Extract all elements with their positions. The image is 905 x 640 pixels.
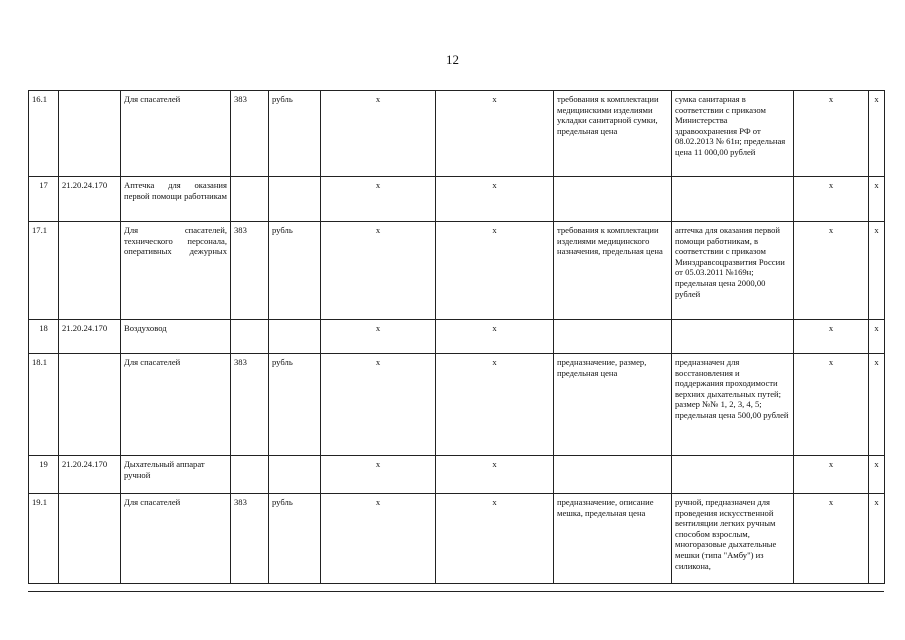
cell-x: x	[869, 320, 885, 354]
characteristic-value	[672, 177, 794, 222]
cell-x: x	[436, 320, 554, 354]
cell-x: x	[436, 177, 554, 222]
row-number: 19.1	[29, 494, 59, 584]
table-row	[29, 354, 885, 456]
item-name: Для спасателей	[121, 91, 231, 177]
characteristic	[554, 320, 672, 354]
okei-code: 383	[231, 354, 269, 456]
characteristic-value: предназначен для восстановления и поддержания проходимости верхних дыхательных путей; размер №№ 1, 2, 3, 4, 5; предельная цена 500,00 рублей	[672, 354, 794, 456]
cell-x: x	[321, 320, 436, 354]
characteristic-value	[672, 456, 794, 494]
item-name: Для спасателей	[121, 354, 231, 456]
unit-name: рубль	[269, 91, 321, 177]
characteristic: предназначение, описание мешка, предельная цена	[554, 494, 672, 584]
cell-x: x	[321, 91, 436, 177]
unit-name	[269, 177, 321, 222]
okei-code: 383	[231, 222, 269, 320]
okpd-code	[59, 91, 121, 177]
okei-code: 383	[231, 494, 269, 584]
cell-x: x	[794, 354, 869, 456]
characteristic	[554, 177, 672, 222]
okpd-code: 21.20.24.170	[59, 320, 121, 354]
characteristic: требования к комплектации изделиями медицинского назначения, предельная цена	[554, 222, 672, 320]
characteristic-value: сумка санитарная в соответствии с приказом Министерства здравоохранения РФ от 08.02.2013 № 61н; предельная цена 11 000,00 рублей	[672, 91, 794, 177]
cell-x: x	[794, 494, 869, 584]
cell-x: x	[869, 354, 885, 456]
characteristic-value: ручной, предназначен для проведения искусственной вентиляции легких ручным способом взрослым, многоразовые дыхательные мешки (типа "Амбу") из силикона,	[672, 494, 794, 584]
row-number: 18.1	[29, 354, 59, 456]
cell-x: x	[869, 222, 885, 320]
row-number: 19	[29, 456, 59, 494]
cell-x: x	[321, 494, 436, 584]
unit-name	[269, 456, 321, 494]
table-row	[29, 456, 885, 494]
table-row	[29, 177, 885, 222]
okpd-code	[59, 222, 121, 320]
row-number: 17	[29, 177, 59, 222]
okei-code: 383	[231, 91, 269, 177]
cell-x: x	[794, 320, 869, 354]
row-number: 16.1	[29, 91, 59, 177]
unit-name: рубль	[269, 494, 321, 584]
table-bottom-border	[28, 591, 884, 592]
table-row	[29, 494, 885, 584]
cell-x: x	[794, 177, 869, 222]
cell-x: x	[321, 222, 436, 320]
cell-x: x	[794, 91, 869, 177]
item-name: Для спасателей	[121, 494, 231, 584]
cell-x: x	[436, 222, 554, 320]
okpd-code: 21.20.24.170	[59, 456, 121, 494]
characteristic: требования к комплектации медицинскими изделиями укладки санитарной сумки, предельная цена	[554, 91, 672, 177]
cell-x: x	[321, 177, 436, 222]
unit-name	[269, 320, 321, 354]
cell-x: x	[869, 91, 885, 177]
cell-x: x	[794, 222, 869, 320]
row-number: 18	[29, 320, 59, 354]
table-row	[29, 91, 885, 177]
row-number: 17.1	[29, 222, 59, 320]
item-name: Аптечка для оказания первой помощи работникам	[121, 177, 231, 222]
item-name: Воздуховод	[121, 320, 231, 354]
requirements-table	[28, 90, 885, 584]
cell-x: x	[436, 456, 554, 494]
cell-x: x	[869, 494, 885, 584]
characteristic	[554, 456, 672, 494]
okpd-code: 21.20.24.170	[59, 177, 121, 222]
okpd-code	[59, 354, 121, 456]
table-row	[29, 320, 885, 354]
cell-x: x	[869, 456, 885, 494]
cell-x: x	[794, 456, 869, 494]
characteristic-value: аптечка для оказания первой помощи работникам, в соответствии с приказом Минздравсоцразвития России от 05.03.2011 №169н; предельная цена 2000,00 рублей	[672, 222, 794, 320]
item-name: Для спасателей, технического персонала, оперативных дежурных	[121, 222, 231, 320]
characteristic: предназначение, размер, предельная цена	[554, 354, 672, 456]
page-number: 12	[446, 52, 459, 67]
cell-x: x	[436, 91, 554, 177]
okpd-code	[59, 494, 121, 584]
unit-name: рубль	[269, 354, 321, 456]
cell-x: x	[436, 354, 554, 456]
cell-x: x	[321, 354, 436, 456]
cell-x: x	[321, 456, 436, 494]
item-name: Дыхательный аппарат ручной	[121, 456, 231, 494]
table-row	[29, 222, 885, 320]
unit-name: рубль	[269, 222, 321, 320]
characteristic-value	[672, 320, 794, 354]
okei-code	[231, 320, 269, 354]
cell-x: x	[869, 177, 885, 222]
okei-code	[231, 456, 269, 494]
cell-x: x	[436, 494, 554, 584]
okei-code	[231, 177, 269, 222]
